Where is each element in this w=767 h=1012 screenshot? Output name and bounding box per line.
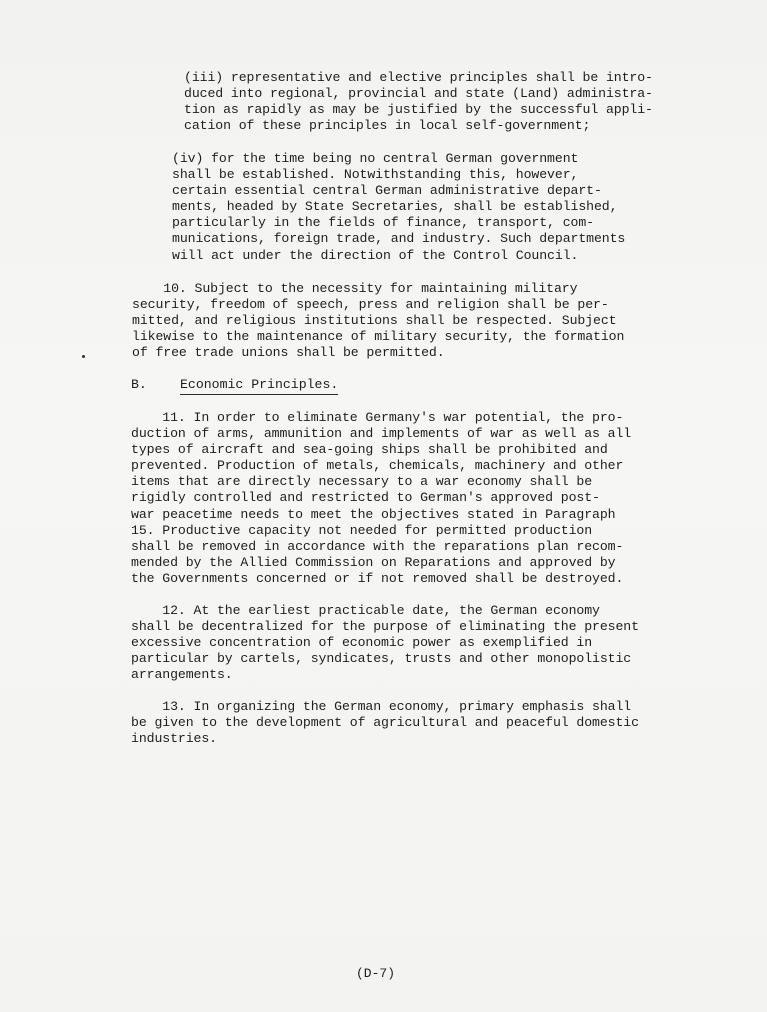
section-heading: Economic Principles. <box>180 377 338 395</box>
paragraph-iv: (iv) for the time being no central German government shall be established. Notwithstanding this, however, certain essential central German administrative depart- ments, headed by State Secretaries, shall be established, particularly in the fields of finance, transport, com- munications, foreign trade, and industry. Such departments will act under the direction of the Control Council. <box>172 151 626 263</box>
section-letter: B. <box>131 377 147 392</box>
paragraph-10: 10. Subject to the necessity for maintaining military security, freedom of speech, press and religion shall be per- mitted, and religious institutions shall be respected. Subject likewise to the maintenance of military security, the formation of free trade unions shall be permitted. <box>132 281 625 361</box>
page-number: (D-7) <box>356 966 396 981</box>
ink-speck <box>82 355 85 358</box>
paragraph-iii: (iii) representative and elective principles shall be intro- duced into regional, provincial and state (Land) administra- tion as rapidly as may be justified by the successful appli- cation of these principles in local self-government; <box>184 70 653 134</box>
paragraph-12: 12. At the earliest practicable date, the German economy shall be decentralized for the purpose of eliminating the present excessive concentration of economic power as exemplified in particular by cartels, syndicates, trusts and other monopolistic arrangements. <box>131 603 639 683</box>
paragraph-13: 13. In organizing the German economy, primary emphasis shall be given to the development of agricultural and peaceful domestic industries. <box>131 699 639 747</box>
paragraph-11: 11. In order to eliminate Germany's war potential, the pro- duction of arms, ammunition and implements of war as well as all types of aircraft and sea-going ships shall be prohibited and prevented. Production of metals, chemicals, machinery and other items that are directly necessary to a war economy shall be rigidly controlled and restricted to German's approved post- war peacetime needs to meet the objectives stated in Paragraph 15. Productive capacity not needed for permitted production shall be removed in accordance with the reparations plan recom- mended by the Allied Commission on Reparations and approved by the Governments concerned or if not removed shall be destroyed. <box>131 410 632 586</box>
